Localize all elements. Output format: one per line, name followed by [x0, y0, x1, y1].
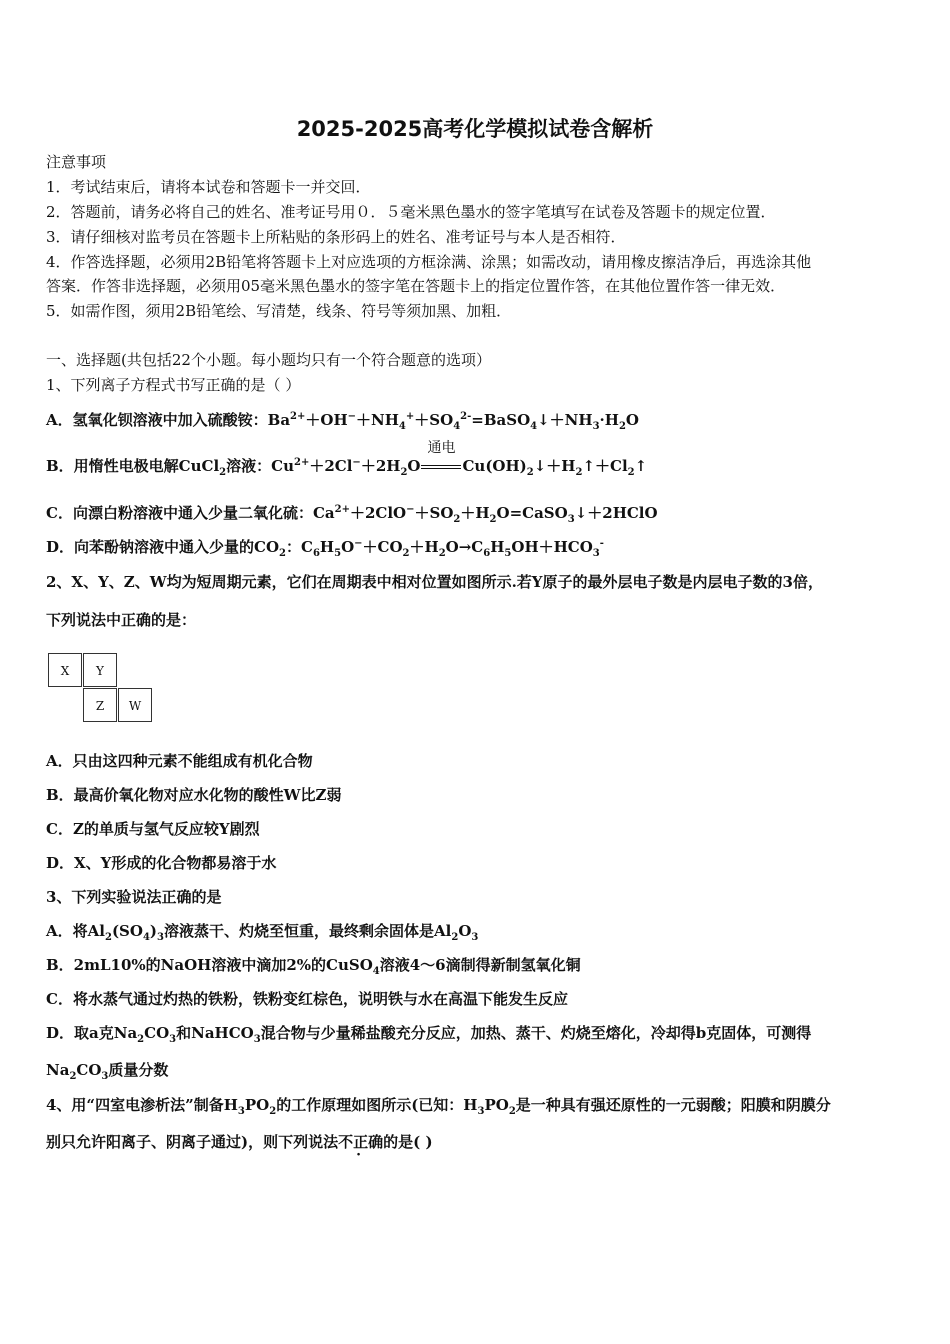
electrolysis-arrow	[420, 440, 462, 476]
question-2-option-d: D．X、Y形成的化合物都易溶于水	[46, 854, 277, 872]
notice-item: 5．如需作图，须用2B铅笔绘、写清楚，线条、符号等须加黑、加粗．	[46, 302, 512, 320]
question-3-stem: 3、下列实验说法正确的是	[46, 888, 222, 906]
question-1-option-a: A．氢氧化钡溶液中加入硫酸铵：$Ba^{2+}+OH^-+NH_4^++SO_4^{2-}=BaSO_4↓+NH_3\cdot H_2O$	[46, 411, 639, 432]
question-2-stem: 2、X、Y、Z、W均为短周期元素，它们在周期表中相对位置如图所示.若Y原子的最外层电子数是内层电子数的3倍，	[46, 573, 823, 591]
element-cell-w: W	[118, 688, 152, 722]
page-title: 2025-2025高考化学模拟试卷含解析	[296, 117, 654, 141]
question-2-stem-cont: 下列说法中正确的是：	[46, 611, 197, 629]
notice-item: 答案．作答非选择题，必须用05毫米黑色墨水的签字笔在答题卡上的指定位置作答，在其他位置作答一律无效．	[46, 277, 786, 295]
question-3-option-d: D．取a克$Na_2CO_3$和NaHCO$_3$混合物与少量稀盐酸充分反应，加热、蒸干、灼烧至熔化，冷却得b克固体，可测得	[46, 1024, 812, 1045]
question-4-stem-cont: 别只允许阳离子、阴离子通过)，则下列说法不正确的是( )	[46, 1133, 433, 1151]
section-heading: 一、选择题(共包括22个小题。每小题均只有一个符合题意的选项）	[46, 351, 491, 369]
question-3-option-b: B．2mL10%的NaOH溶液中滴加2%的CuSO$_4$溶液4～6滴制得新制氢氧化铜	[46, 956, 581, 977]
element-cell-z: Z	[83, 688, 117, 722]
question-1-option-b: B．用惰性电极电解CuCl$_2$溶液：$Cu^{2+}+2Cl^-+2H_2O$ 通电 $Cu(OH)_2↓+H_2↑+Cl_2↑$	[46, 440, 648, 478]
question-1-option-c: C．向漂白粉溶液中通入少量二氧化硫：$Ca^{2+}+2ClO^-+SO_2+H_2O=CaSO_3↓+2HClO$	[46, 504, 658, 525]
notice-item: 2．答题前，请务必将自己的姓名、准考证号用０．５毫米黑色墨水的签字笔填写在试卷及答题卡的规定位置．	[46, 203, 776, 221]
electrolysis-label: 通电	[427, 440, 456, 456]
notice-item: 3．请仔细核对监考员在答题卡上所粘贴的条形码上的姓名、准考证号与本人是否相符．	[46, 228, 626, 246]
question-2-option-a: A．只由这四种元素不能组成有机化合物	[46, 752, 313, 770]
notice-item: 4．作答选择题，必须用2B铅笔将答题卡上对应选项的方框涂满、涂黑；如需改动，请用橡皮擦洁净后，再选涂其他	[46, 253, 812, 271]
question-2-option-c: C．Z的单质与氢气反应较Y剧烈	[46, 820, 260, 838]
notice-item: 1．考试结束后，请将本试卷和答题卡一并交回．	[46, 178, 371, 196]
question-3-option-d-cont: $Na_2CO_3$质量分数	[46, 1061, 169, 1082]
emphasis-text: 不正确	[338, 1133, 384, 1151]
question-1-option-d: D．向苯酚钠溶液中通入少量的$CO_2$：$C_6H_5O^-+CO_2+H_2O\to C_6H_5OH+HCO_3^-$	[46, 538, 604, 559]
question-3-option-c: C．将水蒸气通过灼热的铁粉，铁粉变红棕色，说明铁与水在高温下能发生反应	[46, 990, 568, 1008]
question-4-stem: 4、用“四室电渗析法”制备$H_3PO_2$的工作原理如图所示(已知：$H_3PO_2$是一种具有强还原性的一元弱酸；阳膜和阴膜分	[46, 1096, 831, 1117]
question-3-option-a: A．将$Al_2(SO_4)_3$溶液蒸干、灼烧至恒重，最终剩余固体是$Al_2O_3$	[46, 922, 479, 943]
question-2-option-b: B．最高价氧化物对应水化物的酸性W比Z弱	[46, 786, 342, 804]
question-1-stem: 1、下列离子方程式书写正确的是（ ）	[46, 376, 301, 394]
element-cell-y: Y	[83, 653, 117, 687]
element-cell-x: X	[48, 653, 82, 687]
notice-heading: 注意事项	[46, 153, 107, 171]
